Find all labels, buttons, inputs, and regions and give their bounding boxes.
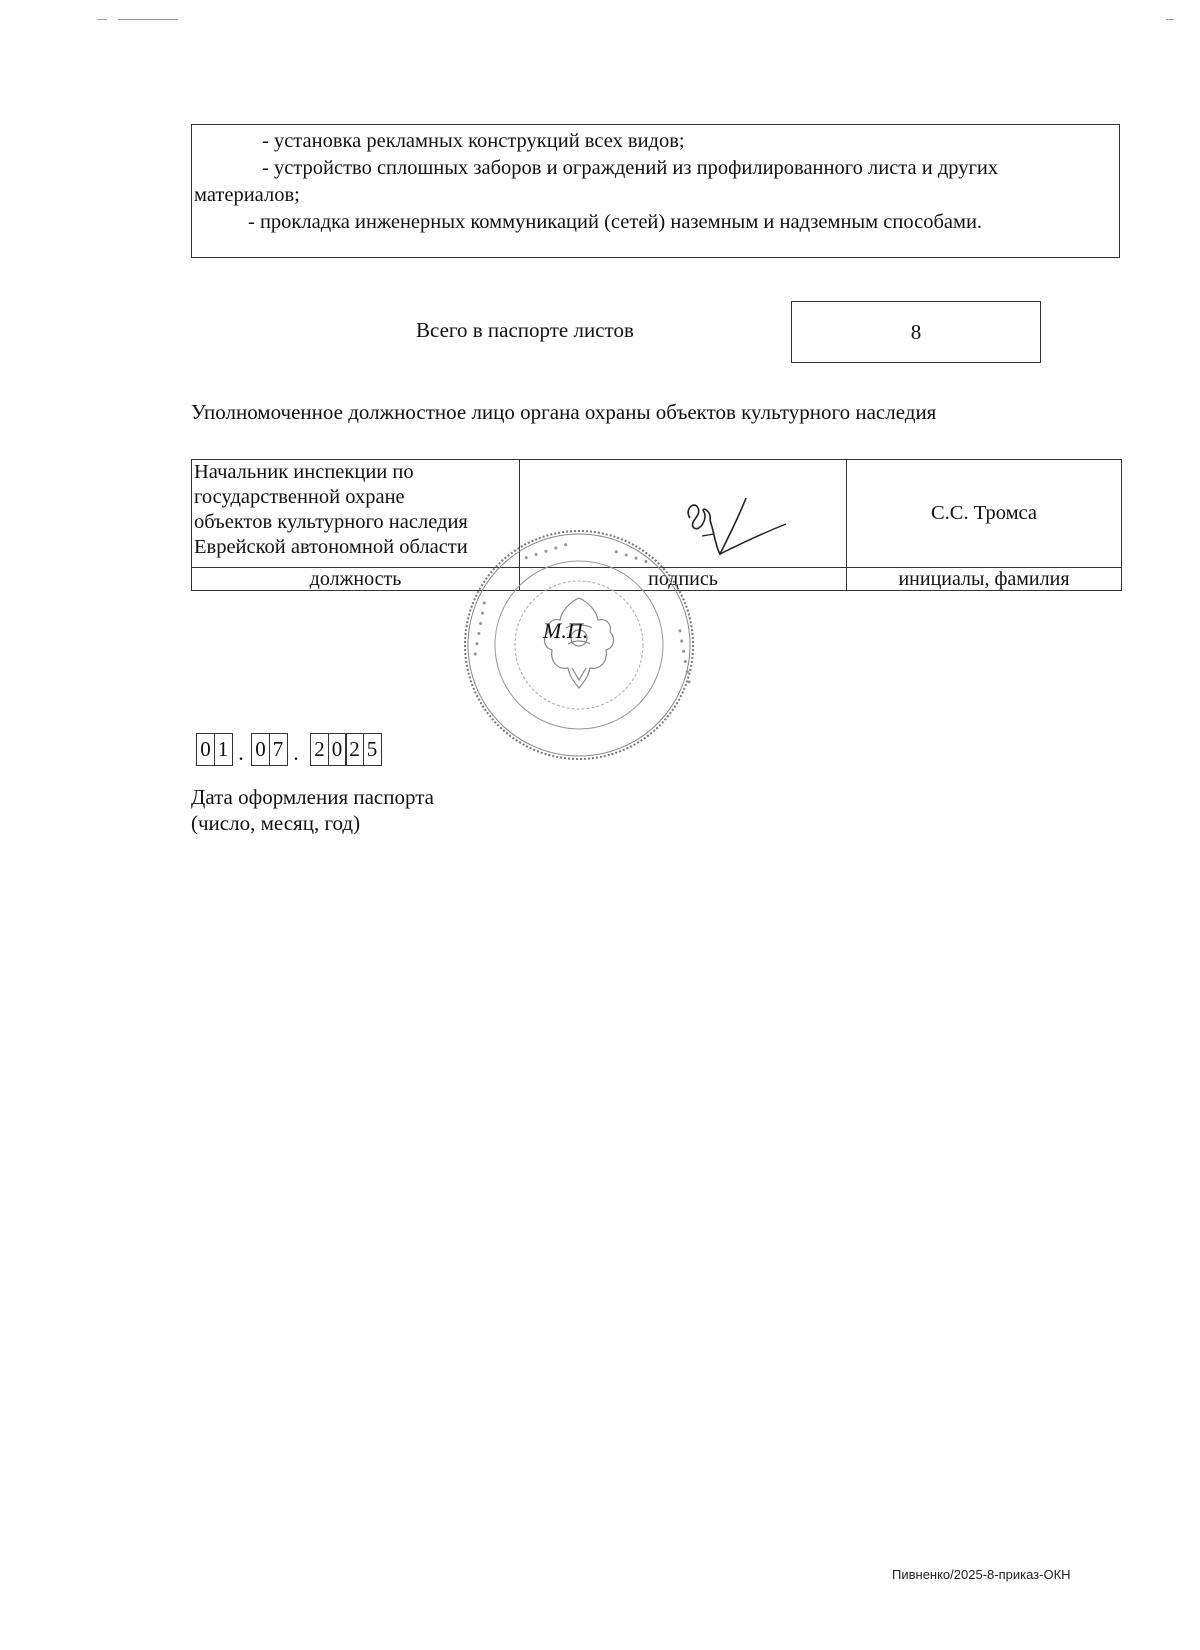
scan-artifact xyxy=(118,19,178,20)
date-caption-line: (число, месяц, год) xyxy=(191,811,361,835)
position-line: объектов культурного наследия xyxy=(194,511,468,533)
date-digit: 2 xyxy=(310,733,329,766)
position-line: Начальник инспекции по xyxy=(194,461,414,483)
document-reference: Пивненко/2025-8-приказ-ОКН xyxy=(892,1567,1071,1582)
date-digit: 5 xyxy=(363,733,382,766)
position-caption: должность xyxy=(192,568,520,591)
name-caption: инициалы, фамилия xyxy=(847,568,1122,591)
svg-text:∙ ∙ ∙ ∙ ∙ ∙: ∙ ∙ ∙ ∙ ∙ ∙ xyxy=(673,626,696,687)
date-digit: 7 xyxy=(269,733,288,766)
date-digit: 0 xyxy=(196,733,215,766)
position-line: государственной охране xyxy=(194,486,405,508)
date-caption xyxy=(191,784,434,836)
date-separator: . xyxy=(238,740,244,765)
handwritten-signature xyxy=(680,488,790,568)
date-digit: 0 xyxy=(251,733,270,766)
date-digit: 1 xyxy=(214,733,233,766)
svg-text:∙ ∙ ∙ ∙ ∙ ∙: ∙ ∙ ∙ ∙ ∙ ∙ xyxy=(468,598,492,659)
date-separator: . xyxy=(293,740,299,765)
restrictions-box xyxy=(191,124,1120,258)
restriction-item: - прокладка инженерных коммуникаций (сетей) наземным и надземным способами. xyxy=(248,211,983,233)
sheets-count-label: Всего в паспорте листов xyxy=(416,318,634,342)
svg-text:∙ ∙ ∙ ∙: ∙ ∙ ∙ ∙ xyxy=(611,544,652,569)
name-cell xyxy=(847,460,1122,568)
official-heading: Уполномоченное должностное лицо органа охраны объектов культурного наследия xyxy=(191,400,937,424)
official-seal xyxy=(462,528,696,762)
restriction-item: - устройство сплошных заборов и ограждений из профилированного листа и других xyxy=(262,157,999,179)
svg-text:∙ ∙ ∙ ∙ ∙: ∙ ∙ ∙ ∙ ∙ xyxy=(520,537,571,565)
seal-placeholder-label: М.П. xyxy=(543,618,589,643)
date-boxes xyxy=(196,733,380,766)
scan-artifact xyxy=(1166,19,1174,20)
sheets-count-box xyxy=(791,301,1041,363)
signature-caption: подпись xyxy=(520,568,847,591)
restriction-item-continuation: материалов; xyxy=(194,184,300,206)
position-line: Еврейской автономной области xyxy=(194,536,468,558)
restriction-item: - установка рекламных конструкций всех видов; xyxy=(262,130,685,152)
official-name: С.С. Тромса xyxy=(931,502,1037,524)
scan-artifact xyxy=(97,19,107,20)
sheets-count-value: 8 xyxy=(910,319,922,344)
date-digit: 2 xyxy=(345,733,364,766)
date-caption-line: Дата оформления паспорта xyxy=(191,785,434,809)
date-digit: 0 xyxy=(328,733,347,766)
